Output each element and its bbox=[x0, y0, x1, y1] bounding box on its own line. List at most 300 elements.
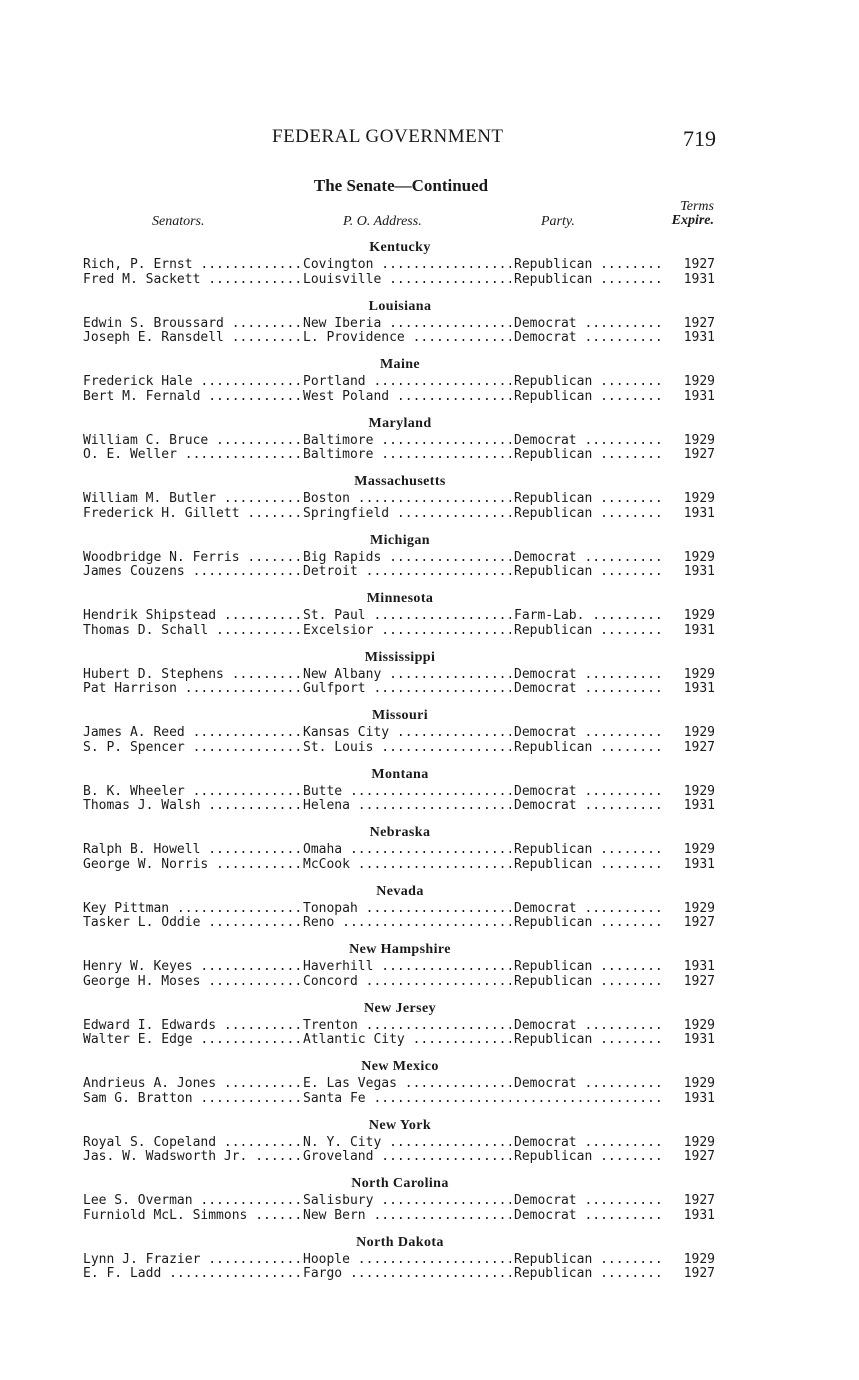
term-expires bbox=[675, 975, 715, 990]
post-office-address bbox=[303, 726, 511, 741]
leader-dots bbox=[373, 434, 511, 448]
party-text: Democrat bbox=[514, 1208, 577, 1223]
post-office-address-text: E. Las Vegas bbox=[303, 1077, 397, 1091]
senator-name bbox=[83, 960, 301, 975]
term-expires bbox=[675, 258, 715, 273]
state-heading: Louisiana bbox=[368, 298, 432, 314]
leader-dots bbox=[592, 1150, 664, 1164]
post-office-address bbox=[303, 1033, 511, 1048]
post-office-address bbox=[303, 551, 511, 566]
column-header-senators: Senators. bbox=[152, 214, 205, 229]
spacer bbox=[83, 1165, 717, 1175]
column-header-terms bbox=[672, 200, 714, 228]
senator-name-text: Bert M. Fernald bbox=[83, 389, 201, 404]
term-expires bbox=[675, 492, 715, 507]
senator-name-text: William M. Butler bbox=[83, 492, 217, 506]
spacer bbox=[83, 1223, 717, 1233]
leader-dots bbox=[373, 960, 511, 974]
leader-dots bbox=[577, 799, 664, 813]
party-text: Republican bbox=[514, 740, 593, 755]
party bbox=[514, 507, 664, 522]
party-text: Democrat bbox=[514, 726, 577, 740]
leader-dots bbox=[240, 507, 301, 521]
leader-dots bbox=[342, 843, 511, 857]
senator-row bbox=[83, 1267, 717, 1282]
post-office-address-text: New Bern bbox=[303, 1208, 366, 1223]
post-office-address-text: Hoople bbox=[303, 1252, 350, 1267]
post-office-address bbox=[303, 434, 511, 449]
spacer bbox=[83, 931, 717, 941]
party bbox=[514, 551, 664, 566]
term-expires-text: 1929 bbox=[683, 1076, 715, 1091]
state-block bbox=[83, 1116, 717, 1165]
spacer bbox=[83, 404, 717, 414]
senator-row bbox=[83, 741, 717, 756]
senator-name-text: E. F. Ladd bbox=[83, 1267, 162, 1281]
leader-dots bbox=[373, 448, 511, 462]
leader-dots bbox=[381, 317, 511, 331]
party-text: Republican bbox=[514, 389, 593, 404]
leader-dots bbox=[193, 375, 301, 389]
term-expires bbox=[675, 375, 715, 390]
senator-name-text: Joseph E. Ransdell bbox=[83, 331, 224, 345]
party-text: Democrat bbox=[514, 1077, 577, 1091]
post-office-address-text: L. Providence bbox=[303, 331, 405, 345]
party-text: Farm-Lab. bbox=[514, 609, 585, 623]
party bbox=[514, 1267, 664, 1282]
leader-dots bbox=[342, 785, 511, 799]
party bbox=[514, 1253, 664, 1268]
post-office-address-text: Salisbury bbox=[303, 1194, 374, 1208]
leader-dots bbox=[584, 609, 664, 623]
party-text: Republican bbox=[514, 375, 593, 389]
party bbox=[514, 1033, 664, 1048]
leader-dots bbox=[592, 1267, 664, 1281]
post-office-address bbox=[303, 492, 511, 507]
leader-dots bbox=[366, 375, 511, 389]
leader-dots bbox=[577, 317, 664, 331]
leader-dots bbox=[193, 1194, 301, 1208]
term-expires bbox=[675, 668, 715, 683]
term-expires-text: 1929 bbox=[683, 1134, 715, 1150]
term-expires bbox=[675, 1077, 715, 1092]
senator-name bbox=[83, 390, 301, 405]
column-header-address: P. O. Address. bbox=[343, 214, 422, 229]
senator-row bbox=[83, 258, 717, 273]
post-office-address bbox=[303, 799, 511, 814]
post-office-address bbox=[303, 1194, 511, 1209]
state-heading: North Carolina bbox=[351, 1176, 449, 1191]
party bbox=[514, 785, 664, 800]
state-block bbox=[83, 531, 717, 580]
leader-dots bbox=[577, 726, 664, 740]
party-text: Republican bbox=[514, 506, 593, 521]
term-expires-text: 1931 bbox=[683, 388, 715, 404]
leader-dots bbox=[240, 551, 301, 565]
column-header-terms-line1: Terms bbox=[680, 199, 714, 214]
running-title: FEDERAL GOVERNMENT bbox=[272, 126, 504, 147]
state-block bbox=[83, 940, 717, 989]
senator-name bbox=[83, 434, 301, 449]
leader-dots bbox=[177, 448, 301, 462]
senator-name-text: S. P. Spencer bbox=[83, 740, 185, 755]
term-expires bbox=[675, 1267, 715, 1282]
post-office-address-text: Haverhill bbox=[303, 960, 374, 974]
term-expires bbox=[675, 916, 715, 931]
party-text: Republican bbox=[514, 843, 593, 857]
party-text: Republican bbox=[514, 1033, 593, 1047]
senator-row bbox=[83, 785, 717, 800]
term-expires bbox=[675, 785, 715, 800]
leader-dots bbox=[389, 390, 511, 404]
senator-row bbox=[83, 858, 717, 873]
leader-dots bbox=[350, 492, 511, 506]
party-text: Republican bbox=[514, 623, 593, 638]
party bbox=[514, 975, 664, 990]
leader-dots bbox=[514, 1092, 664, 1106]
senator-name-text: Furniold McL. Simmons bbox=[83, 1208, 248, 1223]
term-expires bbox=[675, 1253, 715, 1268]
spacer bbox=[83, 463, 717, 473]
leader-dots bbox=[216, 1019, 301, 1033]
term-expires-text: 1931 bbox=[683, 856, 715, 872]
party bbox=[514, 565, 664, 580]
party bbox=[514, 1194, 664, 1209]
state-heading: Minnesota bbox=[366, 591, 434, 606]
term-expires bbox=[675, 331, 715, 346]
leader-dots bbox=[373, 258, 511, 272]
senator-name bbox=[83, 1194, 301, 1209]
post-office-address-text: Trenton bbox=[303, 1018, 358, 1033]
post-office-address bbox=[303, 1209, 511, 1224]
post-office-address-text: New Albany bbox=[303, 667, 382, 682]
spacer bbox=[83, 638, 717, 648]
post-office-address bbox=[303, 273, 511, 288]
senator-row bbox=[83, 960, 717, 975]
post-office-address bbox=[303, 975, 511, 990]
term-expires bbox=[675, 741, 715, 756]
leader-dots bbox=[389, 507, 511, 521]
post-office-address bbox=[303, 1267, 511, 1282]
leader-dots bbox=[200, 799, 301, 813]
post-office-address bbox=[303, 858, 511, 873]
term-expires-text: 1927 bbox=[683, 315, 715, 331]
spacer bbox=[83, 697, 717, 707]
post-office-address bbox=[303, 916, 511, 931]
post-office-address bbox=[303, 624, 511, 639]
leader-dots bbox=[200, 916, 301, 930]
post-office-address bbox=[303, 375, 511, 390]
leader-dots bbox=[342, 1267, 511, 1281]
state-block bbox=[83, 355, 717, 404]
senator-name-text: Woodbridge N. Ferris bbox=[83, 550, 240, 565]
senator-name bbox=[83, 1033, 301, 1048]
leader-dots bbox=[350, 858, 511, 872]
senator-name-text: Lynn J. Frazier bbox=[83, 1252, 201, 1267]
post-office-address-text: Kansas City bbox=[303, 726, 390, 740]
senator-name-text: Rich, P. Ernst bbox=[83, 258, 193, 272]
senator-row bbox=[83, 273, 717, 288]
term-expires bbox=[675, 448, 715, 463]
term-expires-text: 1927 bbox=[683, 739, 715, 755]
spacer bbox=[83, 521, 717, 531]
term-expires bbox=[675, 551, 715, 566]
term-expires bbox=[675, 902, 715, 917]
party-text: Democrat bbox=[514, 1194, 577, 1208]
state-heading: New Mexico bbox=[361, 1059, 439, 1074]
senator-name-text: Key Pittman bbox=[83, 901, 170, 916]
term-expires-text: 1931 bbox=[683, 1090, 715, 1106]
post-office-address-text: Butte bbox=[303, 784, 343, 799]
post-office-address bbox=[303, 682, 511, 697]
post-office-address bbox=[303, 507, 511, 522]
party bbox=[514, 273, 664, 288]
state-block bbox=[83, 414, 717, 463]
senator-name bbox=[83, 785, 301, 800]
party-text: Democrat bbox=[514, 550, 577, 565]
post-office-address-text: Omaha bbox=[303, 843, 343, 857]
term-expires-text: 1931 bbox=[683, 798, 715, 813]
state-heading: Missouri bbox=[371, 708, 429, 723]
term-expires-text: 1927 bbox=[683, 1149, 715, 1164]
leader-dots bbox=[216, 609, 301, 623]
term-expires bbox=[675, 624, 715, 639]
senator-name bbox=[83, 726, 301, 741]
senator-row bbox=[83, 1019, 717, 1034]
leader-dots bbox=[208, 624, 301, 638]
post-office-address-text: Portland bbox=[303, 375, 366, 389]
senator-name bbox=[83, 624, 301, 639]
leader-dots bbox=[577, 1209, 664, 1223]
senator-name bbox=[83, 1267, 301, 1282]
post-office-address-text: New Iberia bbox=[303, 316, 382, 331]
party bbox=[514, 902, 664, 917]
senator-name-text: Frederick H. Gillett bbox=[83, 506, 240, 521]
state-heading: New York bbox=[368, 1117, 432, 1133]
senator-name-text: Thomas D. Schall bbox=[83, 623, 209, 638]
spacer bbox=[83, 755, 717, 765]
party-text: Democrat bbox=[514, 316, 577, 331]
post-office-address bbox=[303, 668, 511, 683]
state-heading: Mississippi bbox=[364, 649, 436, 665]
leader-dots bbox=[592, 390, 664, 404]
term-expires bbox=[675, 1194, 715, 1209]
spacer bbox=[83, 872, 717, 882]
leader-dots bbox=[577, 1194, 664, 1208]
term-expires-text: 1927 bbox=[683, 973, 715, 989]
state-block bbox=[83, 238, 717, 287]
state-block bbox=[83, 648, 717, 697]
post-office-address-text: Tonopah bbox=[303, 901, 358, 916]
post-office-address-text: Groveland bbox=[303, 1150, 374, 1164]
post-office-address-text: Gulfport bbox=[303, 682, 366, 696]
senator-name bbox=[83, 448, 301, 463]
state-heading: North Dakota bbox=[356, 1234, 444, 1250]
term-expires bbox=[675, 960, 715, 975]
senator-row bbox=[83, 975, 717, 990]
state-heading: Montana bbox=[371, 766, 429, 782]
senator-row bbox=[83, 916, 717, 931]
leader-dots bbox=[193, 1092, 301, 1106]
senator-name bbox=[83, 843, 301, 858]
leader-dots bbox=[185, 565, 301, 579]
senator-name bbox=[83, 668, 301, 683]
senator-name-text: Thomas J. Walsh bbox=[83, 799, 201, 813]
post-office-address bbox=[303, 609, 511, 624]
senator-name bbox=[83, 1253, 301, 1268]
leader-dots bbox=[373, 1150, 511, 1164]
party-text: Republican bbox=[514, 974, 593, 989]
state-block bbox=[83, 1057, 717, 1106]
column-header-terms-line2: Expire. bbox=[671, 213, 714, 228]
state-heading: New Hampshire bbox=[349, 942, 451, 957]
party bbox=[514, 492, 664, 507]
term-expires bbox=[675, 1033, 715, 1048]
senator-name-text: Pat Harrison bbox=[83, 682, 177, 696]
senator-name-text: Edwin S. Broussard bbox=[83, 316, 224, 331]
leader-dots bbox=[216, 1077, 301, 1091]
senator-row bbox=[83, 843, 717, 858]
senator-row bbox=[83, 1136, 717, 1151]
leader-dots bbox=[577, 668, 664, 682]
leader-dots bbox=[358, 565, 511, 579]
senator-row bbox=[83, 1150, 717, 1165]
party-text: Republican bbox=[514, 1150, 593, 1164]
post-office-address bbox=[303, 390, 511, 405]
leader-dots bbox=[200, 273, 301, 287]
party bbox=[514, 1092, 664, 1107]
section-title: The Senate—Continued bbox=[313, 176, 489, 195]
senator-row bbox=[83, 1194, 717, 1209]
senator-name bbox=[83, 858, 301, 873]
term-expires-text: 1931 bbox=[683, 681, 715, 696]
party-text: Democrat bbox=[514, 1018, 577, 1033]
senator-row bbox=[83, 1209, 717, 1224]
senator-name bbox=[83, 492, 301, 507]
state-block bbox=[83, 589, 717, 638]
state-block bbox=[83, 297, 717, 346]
leader-dots bbox=[200, 1253, 301, 1267]
state-heading: Nebraska bbox=[369, 825, 431, 840]
term-expires bbox=[675, 858, 715, 873]
senator-name-text: Hendrik Shipstead bbox=[83, 609, 217, 623]
term-expires bbox=[675, 390, 715, 405]
party-text: Republican bbox=[514, 272, 593, 287]
party-text: Democrat bbox=[514, 901, 577, 916]
post-office-address-text: St. Paul bbox=[303, 609, 366, 623]
term-expires-text: 1927 bbox=[683, 257, 715, 272]
leader-dots bbox=[358, 975, 511, 989]
state-block bbox=[83, 882, 717, 931]
leader-dots bbox=[592, 741, 664, 755]
party-text: Republican bbox=[514, 565, 593, 579]
senator-name-text: George H. Moses bbox=[83, 974, 201, 989]
leader-dots bbox=[381, 273, 511, 287]
post-office-address bbox=[303, 448, 511, 463]
post-office-address bbox=[303, 960, 511, 975]
post-office-address-text: Louisville bbox=[303, 272, 382, 287]
leader-dots bbox=[592, 960, 664, 974]
term-expires bbox=[675, 507, 715, 522]
leader-dots bbox=[200, 975, 301, 989]
leader-dots bbox=[577, 902, 664, 916]
leader-dots bbox=[577, 1136, 664, 1150]
party bbox=[514, 258, 664, 273]
post-office-address bbox=[303, 1077, 511, 1092]
spacer bbox=[83, 580, 717, 590]
senator-row bbox=[83, 902, 717, 917]
senator-name-text: Sam G. Bratton bbox=[83, 1091, 193, 1106]
term-expires-text: 1929 bbox=[683, 432, 715, 448]
state-block bbox=[83, 706, 717, 755]
page-header bbox=[0, 126, 859, 150]
leader-dots bbox=[405, 331, 511, 345]
term-expires-text: 1931 bbox=[683, 959, 715, 974]
term-expires-text: 1929 bbox=[683, 549, 715, 565]
leader-dots bbox=[193, 960, 301, 974]
senator-name-text: Andrieus A. Jones bbox=[83, 1077, 217, 1091]
post-office-address bbox=[303, 1253, 511, 1268]
party-text: Democrat bbox=[514, 682, 577, 696]
party bbox=[514, 375, 664, 390]
leader-dots bbox=[373, 1194, 511, 1208]
party-text: Democrat bbox=[514, 1135, 577, 1150]
term-expires bbox=[675, 1092, 715, 1107]
senator-row bbox=[83, 726, 717, 741]
leader-dots bbox=[577, 434, 664, 448]
senator-name bbox=[83, 1077, 301, 1092]
leader-dots bbox=[247, 1150, 301, 1164]
leader-dots bbox=[577, 1077, 664, 1091]
leader-dots bbox=[397, 1077, 511, 1091]
leader-dots bbox=[592, 1253, 664, 1267]
leader-dots bbox=[389, 726, 511, 740]
state-block bbox=[83, 999, 717, 1048]
post-office-address-text: McCook bbox=[303, 857, 350, 872]
senator-name-text: Lee S. Overman bbox=[83, 1194, 193, 1208]
party bbox=[514, 1209, 664, 1224]
leader-dots bbox=[200, 390, 301, 404]
term-expires-text: 1929 bbox=[683, 725, 715, 740]
party bbox=[514, 390, 664, 405]
post-office-address-text: N. Y. City bbox=[303, 1135, 382, 1150]
leader-dots bbox=[193, 1033, 301, 1047]
leader-dots bbox=[592, 624, 664, 638]
party-text: Democrat bbox=[514, 784, 577, 799]
term-expires bbox=[675, 1209, 715, 1224]
senator-row bbox=[83, 682, 717, 697]
term-expires-text: 1927 bbox=[683, 1193, 715, 1208]
senator-name-text: Edward I. Edwards bbox=[83, 1018, 217, 1033]
senator-name-text: Fred M. Sackett bbox=[83, 272, 201, 287]
post-office-address-text: Springfield bbox=[303, 506, 390, 521]
leader-dots bbox=[358, 1019, 511, 1033]
post-office-address bbox=[303, 785, 511, 800]
senator-name bbox=[83, 551, 301, 566]
term-expires bbox=[675, 726, 715, 741]
leader-dots bbox=[247, 1209, 301, 1223]
term-expires bbox=[675, 609, 715, 624]
senator-name-text: Jas. W. Wadsworth Jr. bbox=[83, 1150, 248, 1164]
party bbox=[514, 1150, 664, 1165]
leader-dots bbox=[216, 1136, 301, 1150]
party bbox=[514, 843, 664, 858]
post-office-address bbox=[303, 1150, 511, 1165]
senator-row bbox=[83, 448, 717, 463]
post-office-address-text: St. Louis bbox=[303, 740, 374, 755]
leader-dots bbox=[592, 843, 664, 857]
leader-dots bbox=[224, 668, 301, 682]
